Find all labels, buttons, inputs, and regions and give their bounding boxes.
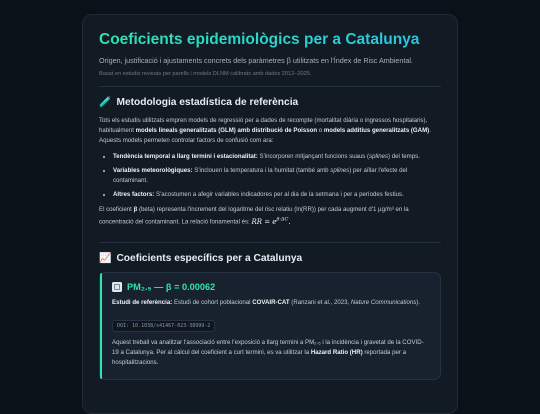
- main-card: [82, 14, 458, 414]
- list-item: • Tendència temporal a llarg termini i estacionalitat: S'incorporen mitjançant funcions suaus (splines) del temps.: [113, 152, 441, 162]
- chart-icon: 📈: [99, 252, 112, 264]
- card-icon: [112, 282, 122, 292]
- divider: [99, 86, 441, 87]
- coefficients-heading: [99, 253, 441, 264]
- page-title: Coeficients epidemiològics per a Catalunya: [99, 31, 441, 49]
- coefficient-explanation: El coeficient β (beta) representa l'increment del logaritme del risc relatiu (ln(RR)) per cada augment d'1 µg/m³ en la concentració del contaminant. La relació fonamental és: RR = $e^{\beta\cdot\Delta C}$.: [99, 206, 409, 226]
- methodology-intro: Tots els estudis utilitzats empren models de regressió per a dades de recompte (mortalitat diària o ingressos hospitalaris), habitualment models lineals generalitzats (GLM) amb distribució de Poisson o models additius generalitzats (GAM). Aquests models permeten controlar factors de confusió com ara:: [99, 117, 431, 145]
- coefficient-body: Aquest treball va analitzar l'associació entre l'exposició a llarg termini a PM₂.₅ i la incidència i gravetat de la COVID-19 a Catalunya. Per al càlcul del coeficient a curt termini, es va utilitzar la Hazard Ratio (HR) reportada per a hospitalitzacions.: [112, 338, 424, 366]
- coefficient-card-pm25: [99, 272, 441, 380]
- source-note: Basat en estudis revisats per parells i models DLNM calibrats amb dades 2012–2025.: [99, 71, 312, 78]
- list-item: • Altres factors: S'acostumen a afegir variables indicadores per al dia de la setmana i per a períodes festius.: [113, 190, 441, 200]
- test-tube-icon: 🧪: [99, 97, 112, 109]
- methodology-heading: [99, 97, 441, 108]
- doi-badge[interactable]: DOI: 10.1038/s41467-023-38999-2: [112, 320, 215, 332]
- page-subtitle: Origen, justificació i ajustaments concrets dels paràmetres β utilitzats en l'Índex de Risc Ambiental.: [99, 56, 413, 65]
- reference-study: Estudi de referència: Estudi de cohort poblacional COVAIR-CAT (Ranzani et al., 2023, Nature Communications).: [112, 298, 421, 306]
- methodology-title: Metodologia estadística de referència: [116, 97, 299, 109]
- coefficient-title: PM₂.₅ — β = 0.00062: [112, 282, 430, 292]
- divider: [99, 242, 441, 243]
- list-item: • Variables meteorològiques: S'inclouen la temperatura i la humitat (també amb splines) per aïllar l'efecte del contaminant.: [113, 166, 441, 186]
- coefficients-title: Coeficients específics per a Catalunya: [116, 252, 303, 264]
- rr-formula: RR = $e^{\beta\cdot\Delta C}$.: [251, 216, 291, 226]
- confounders-list: [99, 152, 441, 199]
